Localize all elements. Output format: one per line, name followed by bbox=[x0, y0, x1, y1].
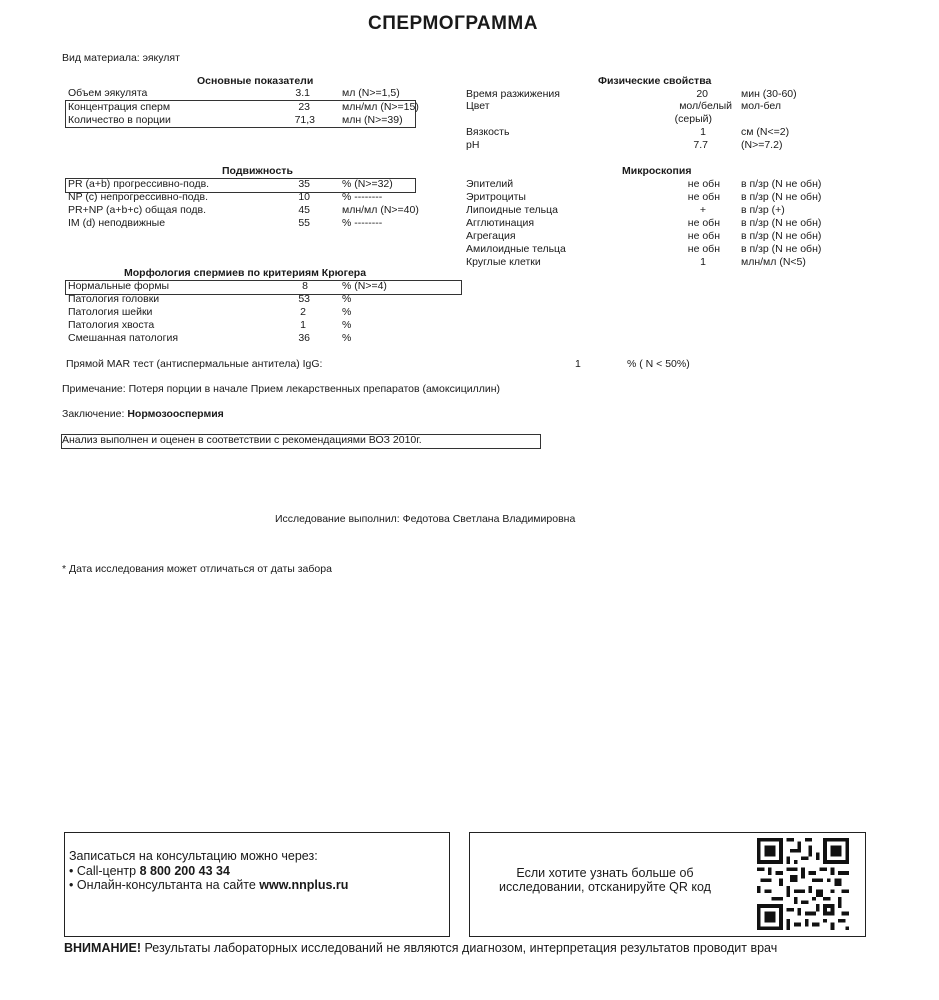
microscopy-header: Микроскопия bbox=[622, 165, 692, 177]
physical-row-value: 7.7 bbox=[693, 139, 708, 151]
physical-row-value: 1 bbox=[700, 126, 706, 138]
warning-line bbox=[64, 941, 777, 956]
morphology-row-name: Нормальные формы bbox=[68, 280, 170, 292]
material-label: Вид материала: эякулят bbox=[62, 52, 180, 64]
microscopy-row-value: 1 bbox=[700, 256, 706, 268]
morphology-row-value: 36 bbox=[298, 332, 310, 344]
microscopy-row-value: не обн bbox=[687, 217, 720, 229]
microscopy-row-ref: в п/зр (N не обн) bbox=[741, 191, 822, 203]
microscopy-row-name: Агглютинация bbox=[466, 217, 535, 229]
morphology-row-name: Смешанная патология bbox=[68, 332, 179, 344]
qr-code-icon[interactable] bbox=[757, 838, 849, 930]
microscopy-row-ref: в п/зр (N не обн) bbox=[741, 217, 822, 229]
physical-row-ref: (N>=7.2) bbox=[741, 139, 783, 151]
motility-row-name: IM (d) неподвижные bbox=[68, 217, 166, 229]
morphology-row-value: 1 bbox=[300, 319, 306, 331]
warning-label: ВНИМАНИЕ! bbox=[64, 941, 141, 955]
microscopy-row-name: Липоидные тельца bbox=[466, 204, 559, 216]
main-indicators-header: Основные показатели bbox=[197, 75, 314, 87]
motility-row-value: 45 bbox=[298, 204, 310, 216]
physical-row-value: 20 bbox=[696, 88, 708, 100]
microscopy-row-value: не обн bbox=[687, 178, 720, 190]
main-row-unit: мл (N>=1,5) bbox=[342, 87, 400, 99]
call-center-label: • Call-центр bbox=[69, 864, 140, 878]
physical-row-ref: см (N<=2) bbox=[741, 126, 790, 138]
main-row-value: 23 bbox=[298, 101, 310, 113]
physical-row-name: Цвет bbox=[466, 100, 490, 112]
morphology-row-value: 53 bbox=[298, 293, 310, 305]
physical-row-value: мол/белый bbox=[679, 100, 732, 112]
microscopy-row-ref: млн/мл (N<5) bbox=[741, 256, 806, 268]
morphology-row-unit: % bbox=[342, 293, 352, 305]
motility-row-unit: млн/мл (N>=40) bbox=[342, 204, 419, 216]
morphology-row-unit: % bbox=[342, 319, 352, 331]
motility-header: Подвижность bbox=[222, 165, 293, 177]
main-row-unit: млн (N>=39) bbox=[342, 114, 403, 126]
mar-test-label: Прямой MAR тест (антиспермальные антитела) IgG: bbox=[66, 358, 323, 370]
physical-row-ref: мин (30-60) bbox=[741, 88, 797, 100]
conclusion-value: Нормозооспермия bbox=[127, 408, 224, 420]
physical-row-name: pH bbox=[466, 139, 480, 151]
online-consult-line bbox=[69, 878, 348, 893]
call-center-number: 8 800 200 43 34 bbox=[139, 864, 230, 878]
microscopy-row-ref: в п/зр (N не обн) bbox=[741, 178, 822, 190]
physical-row-ref: мол-бел bbox=[741, 100, 781, 112]
motility-row-value: 35 bbox=[298, 178, 310, 190]
motility-row-value: 55 bbox=[298, 217, 310, 229]
morphology-row-name: Патология шейки bbox=[68, 306, 153, 318]
qr-text-1: Если хотите узнать больше об bbox=[516, 866, 694, 880]
microscopy-row-name: Эритроциты bbox=[466, 191, 526, 203]
physical-row-name: Время разжижения bbox=[466, 88, 560, 100]
online-consult-label: • Онлайн-консультанта на сайте bbox=[69, 878, 260, 892]
motility-row-value: 10 bbox=[298, 191, 310, 203]
site-link[interactable]: www.nnplus.ru bbox=[259, 878, 349, 892]
physical-header: Физические свойства bbox=[598, 75, 712, 87]
main-row-unit: млн/мл (N>=15) bbox=[342, 101, 419, 113]
page-title: СПЕРМОГРАММА bbox=[368, 13, 538, 34]
morphology-row-unit: % (N>=4) bbox=[342, 280, 387, 292]
consult-title: Записаться на консультацию можно через: bbox=[69, 849, 318, 863]
main-row-name: Концентрация сперм bbox=[68, 101, 171, 113]
main-row-value: 71,3 bbox=[294, 114, 315, 126]
morphology-row-unit: % bbox=[342, 306, 352, 318]
microscopy-row-value: не обн bbox=[687, 230, 720, 242]
main-row-value: 3.1 bbox=[295, 87, 310, 99]
microscopy-row-ref: в п/зр (N не обн) bbox=[741, 230, 822, 242]
microscopy-row-ref: в п/зр (N не обн) bbox=[741, 243, 822, 255]
microscopy-row-value: не обн bbox=[687, 243, 720, 255]
date-note: * Дата исследования может отличаться от даты забора bbox=[62, 563, 332, 575]
microscopy-row-name: Эпителий bbox=[466, 178, 514, 190]
morphology-row-name: Патология головки bbox=[68, 293, 160, 305]
physical-row-name: Вязкость bbox=[466, 126, 510, 138]
morphology-row-unit: % bbox=[342, 332, 352, 344]
warning-text: Результаты лабораторных исследований не являются диагнозом, интерпретация результатов проводит врач bbox=[141, 941, 778, 955]
morphology-header: Морфология спермиев по критериям Крюгера bbox=[124, 267, 367, 279]
conclusion-label: Заключение: bbox=[62, 408, 125, 420]
conclusion bbox=[62, 408, 224, 421]
motility-row-name: PR+NP (a+b+c) общая подв. bbox=[68, 204, 206, 216]
microscopy-row-value: + bbox=[699, 204, 706, 216]
microscopy-row-name: Амилоидные тельца bbox=[466, 243, 566, 255]
qr-text-2: исследовании, отсканируйте QR код bbox=[499, 880, 711, 894]
morphology-row-value: 8 bbox=[302, 280, 308, 292]
who-note-text: Анализ выполнен и оценен в соответствии с рекомендациями ВОЗ 2010г. bbox=[62, 434, 422, 446]
morphology-row-name: Патология хвоста bbox=[68, 319, 155, 331]
microscopy-row-ref: в п/зр (+) bbox=[741, 204, 785, 216]
performed-by: Исследование выполнил: Федотова Светлана Владимировна bbox=[275, 513, 576, 525]
motility-row-unit: % (N>=32) bbox=[342, 178, 393, 190]
microscopy-row-name: Агрегация bbox=[466, 230, 516, 242]
main-row-name: Объем эякулята bbox=[68, 87, 148, 99]
note-text: Примечание: Потеря порции в начале Прием лекарственных препаратов (амоксициллин) bbox=[62, 383, 500, 395]
call-center-line bbox=[69, 864, 230, 879]
mar-test-value: 1 bbox=[575, 358, 581, 370]
main-row-name: Количество в порции bbox=[68, 114, 171, 126]
physical-row-value: (серый) bbox=[674, 113, 712, 125]
microscopy-row-name: Круглые клетки bbox=[466, 256, 541, 268]
microscopy-row-value: не обн bbox=[687, 191, 720, 203]
morphology-row-value: 2 bbox=[300, 306, 306, 318]
mar-test-unit: % ( N < 50%) bbox=[627, 358, 690, 370]
motility-row-name: NP (c) непрогрессивно-подв. bbox=[68, 191, 208, 203]
motility-row-unit: % -------- bbox=[342, 191, 383, 203]
motility-row-name: PR (a+b) прогрессивно-подв. bbox=[68, 178, 210, 190]
motility-row-unit: % -------- bbox=[342, 217, 383, 229]
